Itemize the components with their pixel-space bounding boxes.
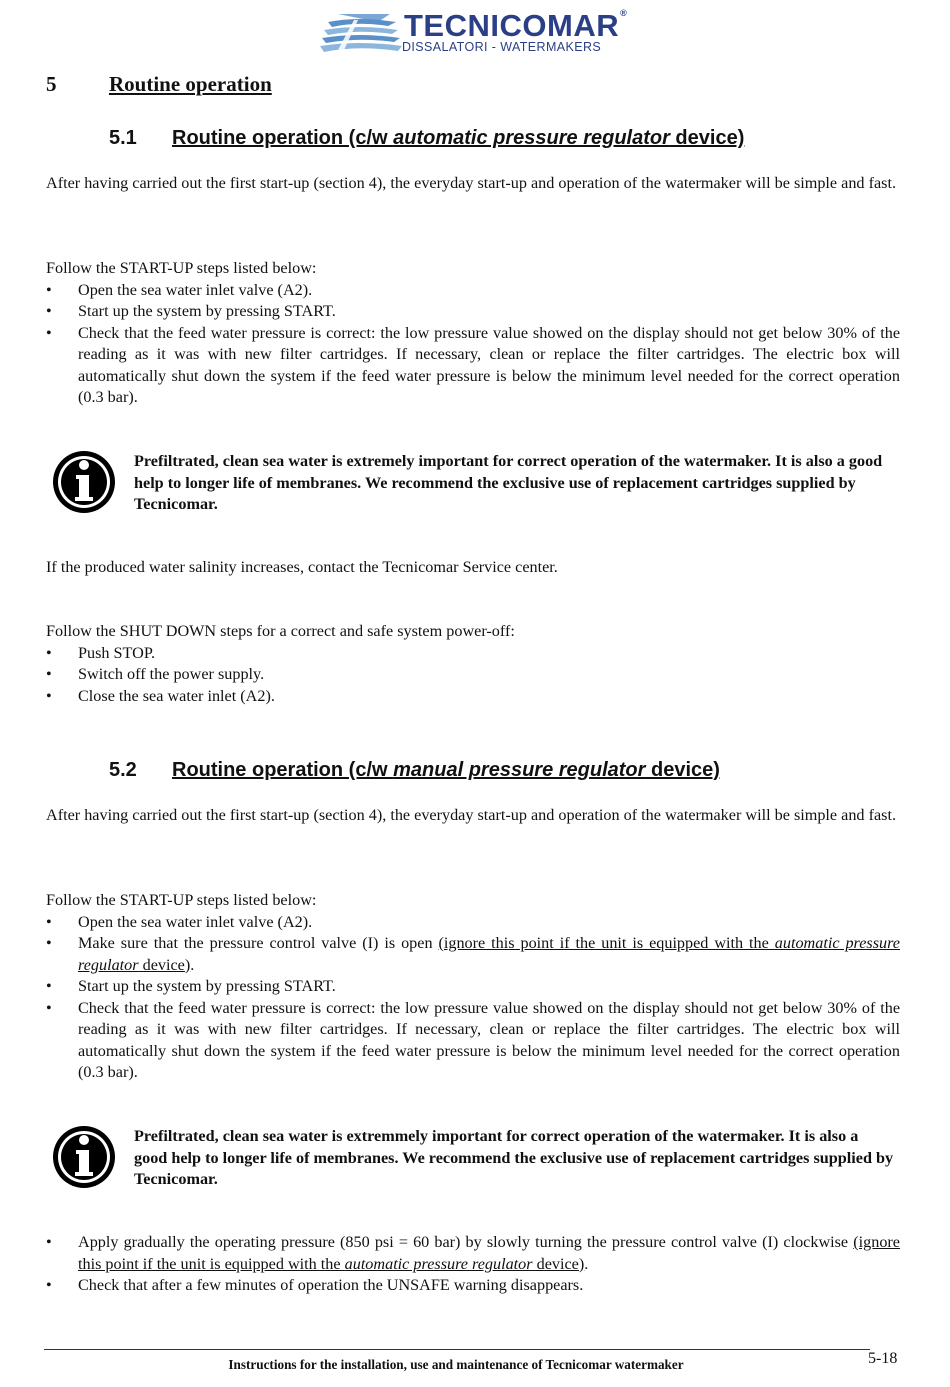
section-title: Routine operation	[109, 72, 272, 96]
subsection-5-1-title: Routine operation (c/w automatic pressure regulator device)	[172, 127, 745, 149]
subsection-5-2-title: Routine operation (c/w manual pressure regulator device)	[172, 759, 720, 781]
startup-list-5-2	[46, 890, 900, 1084]
list-item: • Open the sea water inlet valve (A2).	[46, 280, 313, 299]
shutdown-lead: Follow the SHUT DOWN steps for a correct and safe system power-off:	[46, 622, 515, 640]
list-item: • Make sure that the pressure control valve (I) is open (ignore this point if the unit is equipped with the automatic pressure regulator device).	[46, 934, 900, 974]
list-item: • Open the sea water inlet valve (A2).	[46, 912, 313, 931]
list-item: • Switch off the power supply.	[46, 665, 265, 683]
page-number: 5-18	[868, 1350, 898, 1367]
brand-name: TECNICOMAR®	[404, 8, 628, 43]
list-item: • Check that after a few minutes of operation the UNSAFE warning disappears.	[46, 1276, 584, 1294]
section-number: 5	[46, 72, 57, 96]
startup-lead: Follow the START-UP steps listed below:	[46, 259, 317, 277]
subsection-5-2-number: 5.2	[109, 759, 137, 781]
brand-logo	[318, 8, 638, 56]
note-5-2: Prefiltrated, clean sea water is extremmely important for correct operation of the watermaker. It is also a good help to longer life of membranes. We recommend the exclusive use of replacement cartridges supplied by Tecnicomar.	[134, 1127, 894, 1188]
intro-paragraph-5-2: After having carried out the first start-up (section 4), the everyday start-up and operation of the watermaker will be simple and fast.	[46, 806, 896, 824]
footer-text: Instructions for the installation, use and maintenance of Tecnicomar watermaker	[228, 1357, 684, 1372]
intro-paragraph-5-1: After having carried out the first start-up (section 4), the everyday start-up and operation of the watermaker will be simple and fast.	[46, 174, 896, 192]
startup-list-5-1	[46, 258, 900, 409]
info-icon	[52, 450, 116, 514]
list-item: • Start up the system by pressing START.	[46, 977, 336, 995]
info-icon	[52, 1125, 116, 1189]
list-item: • Check that the feed water pressure is correct: the low pressure value showed on the display should not get below 30% of the reading as it was with new filter cartridges. If necessary, clean or replace the filter cartridges. The electric box will automatically shut down the system if the feed water pressure is below the minimum level needed for the correct operation (0.3 bar).	[46, 323, 900, 406]
wave-logo-icon	[318, 10, 404, 54]
list-item: • Close the sea water inlet (A2).	[46, 686, 275, 705]
startup-lead: Follow the START-UP steps listed below:	[46, 891, 317, 909]
list-item: • Start up the system by pressing START.	[46, 302, 336, 320]
pressure-list	[46, 1232, 900, 1297]
salinity-note: If the produced water salinity increases, contact the Tecnicomar Service center.	[46, 558, 558, 576]
note-5-1: Prefiltrated, clean sea water is extremely important for correct operation of the watermaker. It is also a good help to longer life of membranes. We recommend the exclusive use of replacement cartridges supplied by Tecnicomar.	[134, 452, 883, 513]
list-item: • Check that the feed water pressure is correct: the low pressure value showed on the display should not get below 30% of the reading as it was with new filter cartridges. If necessary, clean or replace the filter cartridges. The electric box will automatically shut down the system if the feed water pressure is below the minimum level needed for the correct operation (0.3 bar).	[46, 998, 900, 1081]
brand-subtitle: DISSALATORI - WATERMAKERS	[402, 40, 602, 54]
shutdown-list	[46, 621, 900, 707]
list-item: • Push STOP.	[46, 643, 156, 662]
footer-divider	[44, 1349, 870, 1350]
subsection-5-1-number: 5.1	[109, 127, 137, 149]
list-item: • Apply gradually the operating pressure (850 psi = 60 bar) by slowly turning the pressure control valve (I) clockwise (ignore this point if the unit is equipped with the automatic pressure regulator device).	[46, 1233, 900, 1273]
